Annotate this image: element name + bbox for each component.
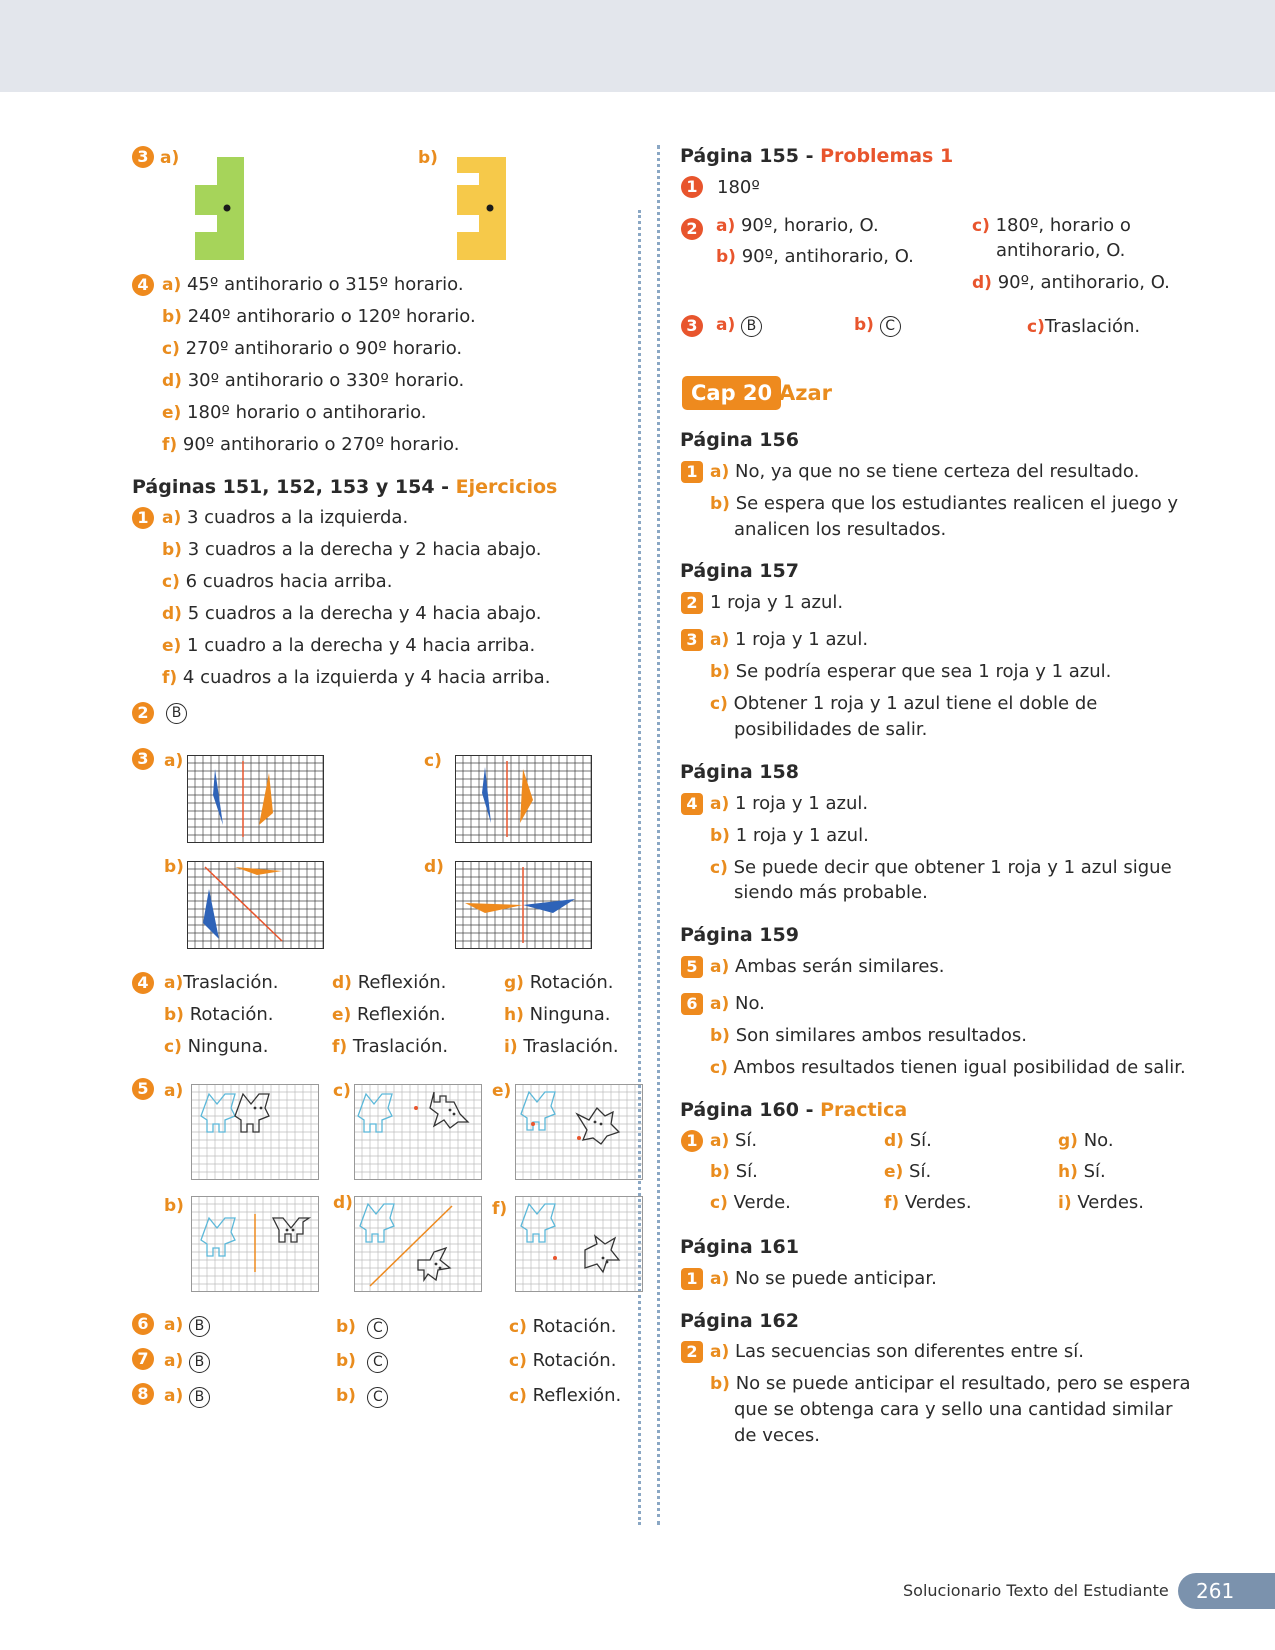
q4-item-a: a) 45º antihorario o 315º horario. bbox=[162, 274, 464, 295]
question-4-number: 4 bbox=[132, 274, 154, 296]
e3b-label: b) bbox=[164, 857, 184, 877]
column-divider-left bbox=[638, 210, 641, 1525]
e3a-grid bbox=[187, 755, 324, 843]
e5d-label: d) bbox=[333, 1193, 353, 1213]
p159-6b: b) Son similares ambos resultados. bbox=[710, 1025, 1027, 1046]
e6-b: b) C bbox=[336, 1316, 388, 1339]
q4-item-f: f) 90º antihorario o 270º horario. bbox=[162, 434, 460, 455]
p158-4b: b) 1 roja y 1 azul. bbox=[710, 825, 869, 846]
e5a-label: a) bbox=[164, 1081, 184, 1101]
e1-item-a: a) 3 cuadros a la izquierda. bbox=[162, 507, 409, 528]
exercise-5-number: 5 bbox=[132, 1078, 154, 1100]
e1-item-f: f) 4 cuadros a la izquierda y 4 hacia arriba. bbox=[162, 667, 551, 688]
q3b-label: b) bbox=[418, 148, 438, 168]
p160-grid bbox=[710, 1130, 1180, 1226]
heading-pagina-161: Página 161 bbox=[680, 1236, 799, 1258]
p162-number-2: 2 bbox=[681, 1341, 703, 1363]
e5f-grid bbox=[515, 1196, 643, 1292]
q4-item-b: b) 240º antihorario o 120º horario. bbox=[162, 306, 476, 327]
heading-pagina-159: Página 159 bbox=[680, 924, 799, 946]
e8-c: c) Reflexión. bbox=[509, 1385, 622, 1406]
p160-d: d) Sí. bbox=[884, 1130, 932, 1151]
p158-4c-cont: siendo más probable. bbox=[734, 882, 928, 903]
e5a-grid bbox=[191, 1084, 319, 1180]
p160-f: f) Verdes. bbox=[884, 1192, 972, 1213]
e4-item-i: i) Traslación. bbox=[504, 1036, 619, 1057]
e7-a: a) B bbox=[164, 1350, 210, 1373]
exercise-8-number: 8 bbox=[132, 1383, 154, 1405]
e3d-grid bbox=[455, 861, 592, 949]
e3a-label: a) bbox=[164, 751, 184, 771]
exercise-2-number: 2 bbox=[132, 702, 154, 724]
chapter-title: Azar bbox=[779, 381, 833, 405]
e3d-label: d) bbox=[424, 857, 444, 877]
p155-answer-1: 180º bbox=[717, 177, 760, 198]
heading-pagina-157: Página 157 bbox=[680, 560, 799, 582]
p159-number-6: 6 bbox=[681, 993, 703, 1015]
e3c-grid bbox=[455, 755, 592, 843]
p157-3a: a) 1 roja y 1 azul. bbox=[710, 629, 869, 650]
e4-item-g: g) Rotación. bbox=[504, 972, 614, 993]
p159-number-5: 5 bbox=[681, 956, 703, 978]
e5f-label: f) bbox=[492, 1199, 508, 1219]
heading-pagina-155: Página 155 - Problemas 1 bbox=[680, 145, 954, 167]
e4-item-a: a)Traslación. bbox=[164, 972, 279, 993]
e7-c: c) Rotación. bbox=[509, 1350, 617, 1371]
p157-2: 1 roja y 1 azul. bbox=[710, 592, 844, 613]
q4-item-e: e) 180º horario o antihorario. bbox=[162, 402, 427, 423]
p158-4c: c) Se puede decir que obtener 1 roja y 1 azul sigue bbox=[710, 857, 1172, 878]
exercise-7-number: 7 bbox=[132, 1348, 154, 1370]
q3a-label: a) bbox=[160, 148, 180, 168]
green-rotated-shape bbox=[195, 157, 245, 261]
e4-item-c: c) Ninguna. bbox=[164, 1036, 269, 1057]
p160-g: g) No. bbox=[1058, 1130, 1114, 1151]
q4-item-d: d) 30º antihorario o 330º horario. bbox=[162, 370, 465, 391]
heading-pagina-156: Página 156 bbox=[680, 429, 799, 451]
e1-item-c: c) 6 cuadros hacia arriba. bbox=[162, 571, 393, 592]
header-band bbox=[0, 0, 1275, 92]
e3b-grid bbox=[187, 861, 324, 949]
p160-i: i) Verdes. bbox=[1058, 1192, 1145, 1213]
p157-3c-cont: posibilidades de salir. bbox=[734, 719, 928, 740]
heading-pagina-160: Página 160 - Practica bbox=[680, 1099, 908, 1121]
p155-2d: d) 90º, antihorario, O. bbox=[972, 272, 1170, 293]
p161-1a: a) No se puede anticipar. bbox=[710, 1268, 937, 1289]
e8-a: a) B bbox=[164, 1385, 210, 1408]
p160-number-1: 1 bbox=[681, 1130, 703, 1152]
p162-2b-cont2: de veces. bbox=[734, 1425, 821, 1446]
p158-number-4: 4 bbox=[681, 793, 703, 815]
e4-item-h: h) Ninguna. bbox=[504, 1004, 611, 1025]
e1-item-d: d) 5 cuadros a la derecha y 4 hacia abajo. bbox=[162, 603, 542, 624]
e2-answer: B bbox=[166, 702, 187, 724]
e5e-grid bbox=[515, 1084, 643, 1180]
p157-3c: c) Obtener 1 roja y 1 azul tiene el doble de bbox=[710, 693, 1098, 714]
p162-2b-cont1: que se obtenga cara y sello una cantidad similar bbox=[734, 1399, 1173, 1420]
chapter-badge: Cap 20 bbox=[682, 376, 781, 410]
e6-c: c) Rotación. bbox=[509, 1316, 617, 1337]
e6-a: a) B bbox=[164, 1314, 210, 1337]
e5d-grid bbox=[354, 1196, 482, 1292]
p155-2b: b) 90º, antihorario, O. bbox=[716, 246, 914, 267]
p161-number-1: 1 bbox=[681, 1268, 703, 1290]
exercise-3-number: 3 bbox=[132, 748, 154, 770]
p157-number-3: 3 bbox=[681, 629, 703, 651]
p156-number-1: 1 bbox=[681, 461, 703, 483]
e5b-grid bbox=[191, 1196, 319, 1292]
p155-3c: c)Traslación. bbox=[1027, 316, 1141, 337]
p157-3b: b) Se podría esperar que sea 1 roja y 1 azul. bbox=[710, 661, 1112, 682]
p159-6a: a) No. bbox=[710, 993, 765, 1014]
p162-2a: a) Las secuencias son diferentes entre sí. bbox=[710, 1341, 1084, 1362]
e1-item-e: e) 1 cuadro a la derecha y 4 hacia arriba. bbox=[162, 635, 536, 656]
e7-b: b) C bbox=[336, 1350, 388, 1373]
p155-number-1: 1 bbox=[681, 176, 703, 198]
p155-number-2: 2 bbox=[681, 218, 703, 240]
e4-item-d: d) Reflexión. bbox=[332, 972, 447, 993]
e8-b: b) C bbox=[336, 1385, 388, 1408]
p160-c: c) Verde. bbox=[710, 1192, 791, 1213]
p162-2b: b) No se puede anticipar el resultado, pero se espera bbox=[710, 1373, 1191, 1394]
e3c-label: c) bbox=[424, 751, 442, 771]
p155-2c: c) 180º, horario o bbox=[972, 215, 1131, 236]
exercise-4-number: 4 bbox=[132, 972, 154, 994]
heading-pagina-162: Página 162 bbox=[680, 1310, 799, 1332]
e4-item-b: b) Rotación. bbox=[164, 1004, 274, 1025]
e5c-label: c) bbox=[333, 1081, 351, 1101]
e4-grid bbox=[164, 972, 634, 1072]
e4-item-f: f) Traslación. bbox=[332, 1036, 449, 1057]
p156-1a: a) No, ya que no se tiene certeza del resultado. bbox=[710, 461, 1140, 482]
exercise-1-number: 1 bbox=[132, 507, 154, 529]
p155-2a: a) 90º, horario, O. bbox=[716, 215, 879, 236]
p160-b: b) Sí. bbox=[710, 1161, 758, 1182]
e5e-label: e) bbox=[492, 1081, 512, 1101]
e4-item-e: e) Reflexión. bbox=[332, 1004, 446, 1025]
section-heading-ejercicios: Páginas 151, 152, 153 y 154 - Ejercicios bbox=[132, 476, 558, 498]
exercise-6-number: 6 bbox=[132, 1313, 154, 1335]
p160-a: a) Sí. bbox=[710, 1130, 758, 1151]
p158-4a: a) 1 roja y 1 azul. bbox=[710, 793, 869, 814]
e5c-grid bbox=[354, 1084, 482, 1180]
q4-item-c: c) 270º antihorario o 90º horario. bbox=[162, 338, 463, 359]
p159-6c: c) Ambos resultados tienen igual posibilidad de salir. bbox=[710, 1057, 1186, 1078]
p155-3b: b) C bbox=[854, 314, 901, 337]
e5b-label: b) bbox=[164, 1196, 184, 1216]
heading-pagina-158: Página 158 bbox=[680, 761, 799, 783]
p160-h: h) Sí. bbox=[1058, 1161, 1106, 1182]
p156-1b: b) Se espera que los estudiantes realicen el juego y bbox=[710, 493, 1179, 514]
question-3-number: 3 bbox=[132, 146, 154, 168]
p155-3a: a) B bbox=[716, 314, 762, 337]
page-number: 261 bbox=[1178, 1573, 1275, 1609]
p160-e: e) Sí. bbox=[884, 1161, 932, 1182]
footer-title: Solucionario Texto del Estudiante bbox=[903, 1581, 1169, 1600]
p156-1b-cont: analicen los resultados. bbox=[734, 519, 947, 540]
e1-item-b: b) 3 cuadros a la derecha y 2 hacia abajo. bbox=[162, 539, 542, 560]
p155-2c-cont: antihorario, O. bbox=[996, 240, 1126, 261]
yellow-rotated-shape bbox=[457, 157, 507, 261]
p155-number-3: 3 bbox=[681, 315, 703, 337]
column-divider-right bbox=[657, 145, 660, 1525]
p159-5a: a) Ambas serán similares. bbox=[710, 956, 945, 977]
p157-number-2: 2 bbox=[681, 592, 703, 614]
